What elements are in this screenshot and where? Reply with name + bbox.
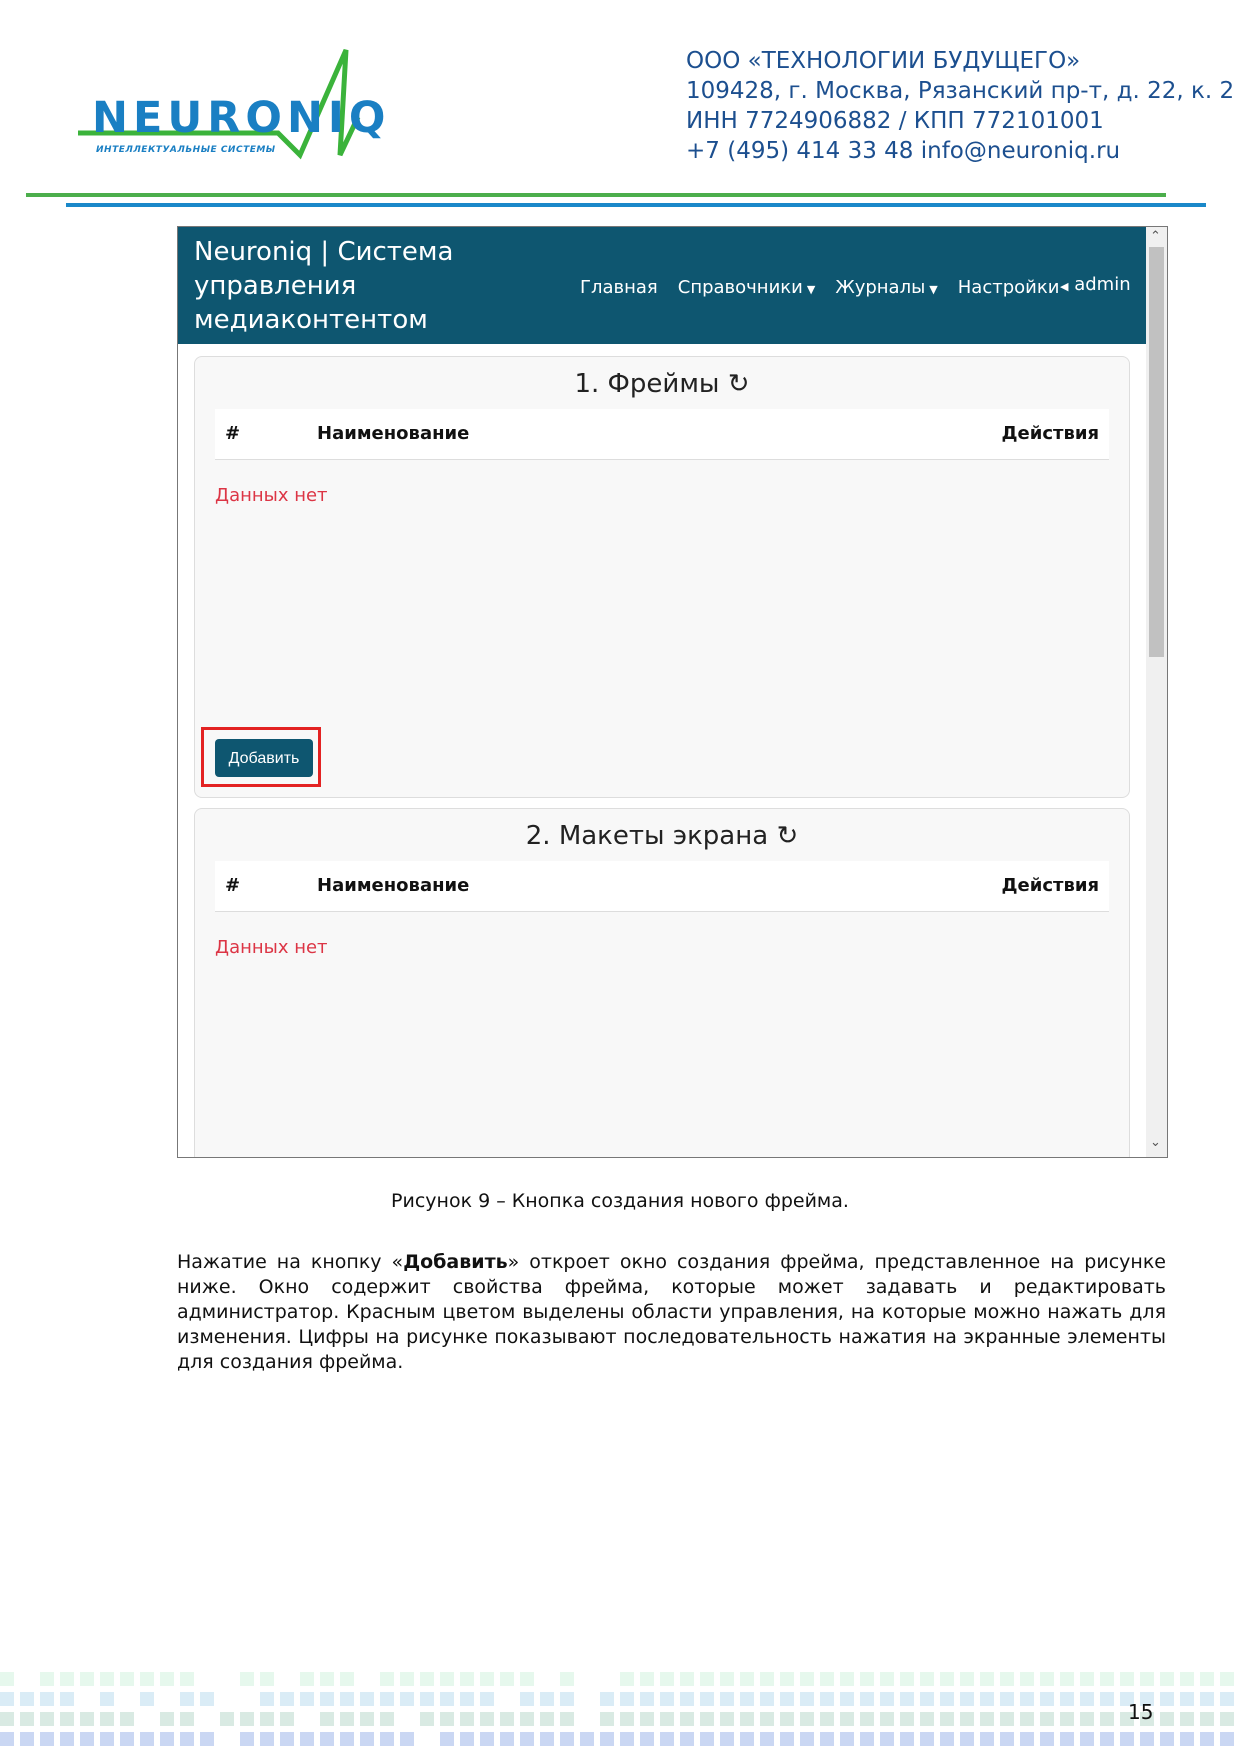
footer-tile xyxy=(1060,1712,1074,1726)
footer-tile xyxy=(60,1712,74,1726)
nav-menu xyxy=(580,277,1059,298)
footer-tile xyxy=(340,1672,354,1686)
col-name: Наименование xyxy=(317,423,470,444)
footer-tile xyxy=(560,1692,574,1706)
footer-tile xyxy=(140,1692,154,1706)
footer-tile xyxy=(720,1712,734,1726)
footer-tile xyxy=(120,1732,134,1746)
caret-down-icon: ▼ xyxy=(929,283,938,296)
footer-tile xyxy=(1040,1672,1054,1686)
brand-line: Neuroniq | Система xyxy=(194,237,454,267)
refresh-icon[interactable]: ↻ xyxy=(727,369,750,399)
footer-tile xyxy=(820,1692,834,1706)
footer-tile xyxy=(560,1712,574,1726)
footer-tile xyxy=(1220,1672,1234,1686)
footer-tile xyxy=(600,1712,614,1726)
footer-tile xyxy=(1100,1672,1114,1686)
footer-tile xyxy=(960,1672,974,1686)
footer-tile xyxy=(960,1692,974,1706)
footer-tile xyxy=(700,1692,714,1706)
footer-tile xyxy=(440,1732,454,1746)
footer-tile xyxy=(260,1672,274,1686)
footer-tile xyxy=(340,1712,354,1726)
layouts-title xyxy=(195,821,1129,851)
footer-tile xyxy=(1040,1692,1054,1706)
footer-tile xyxy=(380,1672,394,1686)
footer-tile xyxy=(1000,1732,1014,1746)
footer-tile xyxy=(1080,1712,1094,1726)
footer-tile xyxy=(1080,1672,1094,1686)
footer-tile xyxy=(1120,1732,1134,1746)
footer-tile xyxy=(320,1712,334,1726)
footer-tile xyxy=(960,1712,974,1726)
footer-tile xyxy=(540,1732,554,1746)
footer-tile xyxy=(100,1692,114,1706)
footer-tile xyxy=(960,1732,974,1746)
footer-tile xyxy=(1100,1692,1114,1706)
footer-tile xyxy=(560,1732,574,1746)
footer-tile xyxy=(0,1732,14,1746)
footer-tile xyxy=(300,1692,314,1706)
footer-tile xyxy=(1120,1672,1134,1686)
footer-tile xyxy=(800,1692,814,1706)
footer-tile xyxy=(1020,1672,1034,1686)
footer-tile xyxy=(980,1692,994,1706)
footer-tile xyxy=(920,1732,934,1746)
company-address: 109428, г. Москва, Рязанский пр-т, д. 22, к. 2 xyxy=(686,78,1235,104)
footer-tile xyxy=(900,1692,914,1706)
footer-tile xyxy=(940,1672,954,1686)
caret-left-icon: ◀ xyxy=(1060,280,1069,293)
footer-tile xyxy=(20,1712,34,1726)
footer-tile xyxy=(760,1732,774,1746)
footer-tile xyxy=(1180,1692,1194,1706)
footer-tile xyxy=(280,1732,294,1746)
footer-tile xyxy=(400,1672,414,1686)
footer-tile xyxy=(300,1672,314,1686)
footer-tile xyxy=(780,1732,794,1746)
para-text: » откроет окно создания фрейма, представленное на рисунке ниже. Окно содержит свойства фрейма, которые может задавать и редактировать администратор. Красным цветом выделены области управления, на которые можно нажать для изменения. Цифры на рисунке показывают последовательность нажатия на экранные элементы для создания фрейма. xyxy=(177,1251,1166,1373)
footer-tile xyxy=(860,1712,874,1726)
footer-tile xyxy=(700,1732,714,1746)
brand-line: медиаконтентом xyxy=(194,305,428,335)
footer-tile xyxy=(640,1712,654,1726)
footer-tile xyxy=(640,1732,654,1746)
footer-tile xyxy=(160,1672,174,1686)
footer-tile xyxy=(360,1732,374,1746)
nav-label: Справочники xyxy=(677,277,803,298)
footer-tile xyxy=(1140,1672,1154,1686)
footer-tile xyxy=(40,1712,54,1726)
footer-tile xyxy=(280,1692,294,1706)
footer-tile xyxy=(0,1712,14,1726)
caret-down-icon: ▼ xyxy=(806,283,816,296)
footer-tile xyxy=(1160,1692,1174,1706)
footer-tile xyxy=(240,1672,254,1686)
footer-tile xyxy=(840,1692,854,1706)
footer-tile xyxy=(640,1692,654,1706)
footer-tile xyxy=(940,1692,954,1706)
footer-tile xyxy=(400,1732,414,1746)
footer-tile xyxy=(740,1692,754,1706)
chevron-down-icon[interactable]: ⌄ xyxy=(1150,1135,1161,1150)
footer-tile xyxy=(1180,1712,1194,1726)
footer-tile xyxy=(180,1692,194,1706)
footer-tile xyxy=(880,1692,894,1706)
nav-label: Настройки xyxy=(957,277,1060,298)
user-name: admin xyxy=(1074,274,1131,295)
footer-tile xyxy=(660,1692,674,1706)
footer-tile xyxy=(720,1672,734,1686)
footer-tile xyxy=(520,1732,534,1746)
footer-tile xyxy=(1040,1732,1054,1746)
section-title-text: 2. Макеты экрана xyxy=(525,821,769,851)
footer-tile xyxy=(700,1672,714,1686)
footer-tile xyxy=(40,1672,54,1686)
footer-tile xyxy=(920,1712,934,1726)
col-hash: # xyxy=(225,423,241,444)
footer-tile xyxy=(1140,1732,1154,1746)
footer-tile xyxy=(600,1692,614,1706)
page-number: 15 xyxy=(1128,1700,1154,1724)
app-brand[interactable] xyxy=(194,235,453,337)
footer-decoration xyxy=(0,1652,1240,1754)
footer-tile xyxy=(820,1732,834,1746)
footer-tile xyxy=(180,1712,194,1726)
footer-tile xyxy=(1060,1692,1074,1706)
footer-tile xyxy=(500,1732,514,1746)
footer-tile xyxy=(160,1732,174,1746)
footer-tile xyxy=(720,1732,734,1746)
add-frame-button[interactable]: Добавить xyxy=(215,739,313,777)
footer-tile xyxy=(20,1692,34,1706)
footer-tile xyxy=(1200,1672,1214,1686)
footer-tile xyxy=(920,1672,934,1686)
footer-tile xyxy=(520,1712,534,1726)
col-actions: Действия xyxy=(1001,423,1099,444)
frames-empty-message: Данных нет xyxy=(215,485,328,506)
footer-tile xyxy=(460,1712,474,1726)
layouts-empty-message: Данных нет xyxy=(215,937,328,958)
footer-tile xyxy=(680,1672,694,1686)
footer-tile xyxy=(620,1712,634,1726)
footer-tile xyxy=(740,1672,754,1686)
footer-tile xyxy=(440,1672,454,1686)
footer-tile xyxy=(980,1732,994,1746)
section-title-text: 1. Фреймы xyxy=(574,369,720,399)
footer-tile xyxy=(500,1712,514,1726)
footer-tile xyxy=(780,1672,794,1686)
footer-tile xyxy=(420,1712,434,1726)
footer-tile xyxy=(640,1672,654,1686)
scrollbar-thumb[interactable] xyxy=(1149,247,1164,657)
footer-tile xyxy=(80,1712,94,1726)
footer-tile xyxy=(1080,1692,1094,1706)
footer-tile xyxy=(440,1712,454,1726)
footer-tile xyxy=(300,1732,314,1746)
footer-tile xyxy=(460,1732,474,1746)
footer-tile xyxy=(560,1672,574,1686)
footer-tile xyxy=(680,1732,694,1746)
footer-tile xyxy=(440,1692,454,1706)
footer-tile xyxy=(760,1712,774,1726)
footer-tile xyxy=(940,1712,954,1726)
footer-tile xyxy=(320,1692,334,1706)
footer-tile xyxy=(320,1672,334,1686)
footer-tile xyxy=(360,1692,374,1706)
footer-tile xyxy=(520,1692,534,1706)
footer-tile xyxy=(660,1732,674,1746)
refresh-icon[interactable]: ↻ xyxy=(776,821,799,851)
footer-tile xyxy=(140,1672,154,1686)
footer-tile xyxy=(800,1712,814,1726)
footer-tile xyxy=(1060,1672,1074,1686)
footer-tile xyxy=(860,1732,874,1746)
footer-tile xyxy=(700,1712,714,1726)
footer-tile xyxy=(480,1732,494,1746)
footer-tile xyxy=(540,1712,554,1726)
footer-tile xyxy=(760,1692,774,1706)
footer-tile xyxy=(200,1692,214,1706)
footer-tile xyxy=(420,1672,434,1686)
footer-tile xyxy=(980,1672,994,1686)
footer-tile xyxy=(660,1672,674,1686)
footer-tile xyxy=(100,1732,114,1746)
footer-tile xyxy=(1200,1712,1214,1726)
footer-tile xyxy=(380,1712,394,1726)
footer-tile xyxy=(1020,1732,1034,1746)
footer-tile xyxy=(360,1712,374,1726)
footer-tile xyxy=(580,1732,594,1746)
footer-tile xyxy=(1180,1732,1194,1746)
footer-tile xyxy=(240,1712,254,1726)
footer-tile xyxy=(600,1732,614,1746)
footer-tile xyxy=(240,1732,254,1746)
footer-tile xyxy=(1040,1712,1054,1726)
footer-tile xyxy=(500,1672,514,1686)
app-navbar xyxy=(178,227,1146,344)
user-menu[interactable] xyxy=(1056,274,1131,295)
footer-tile xyxy=(1220,1712,1234,1726)
footer-tile xyxy=(1100,1732,1114,1746)
footer-tile xyxy=(1160,1712,1174,1726)
app-screenshot xyxy=(177,226,1168,1158)
footer-tile xyxy=(60,1672,74,1686)
company-tax-ids: ИНН 7724906882 / КПП 772101001 xyxy=(686,108,1104,134)
app-content xyxy=(178,344,1146,1157)
footer-tile xyxy=(880,1712,894,1726)
footer-tile xyxy=(1000,1692,1014,1706)
layouts-card xyxy=(194,808,1130,1158)
figure-caption: Рисунок 9 – Кнопка создания нового фрейма. xyxy=(391,1190,849,1212)
footer-tile xyxy=(840,1712,854,1726)
footer-tile xyxy=(380,1692,394,1706)
footer-tile xyxy=(220,1712,234,1726)
footer-tile xyxy=(260,1692,274,1706)
footer-tile xyxy=(1000,1712,1014,1726)
footer-tile xyxy=(940,1732,954,1746)
footer-tile xyxy=(120,1672,134,1686)
footer-tile xyxy=(800,1732,814,1746)
para-text: Нажатие на кнопку « xyxy=(177,1251,404,1273)
nav-item-settings[interactable] xyxy=(958,277,1060,298)
footer-tile xyxy=(20,1732,34,1746)
footer-tile xyxy=(900,1672,914,1686)
frames-card xyxy=(194,356,1130,798)
footer-tile xyxy=(160,1712,174,1726)
footer-tile xyxy=(120,1712,134,1726)
footer-tile xyxy=(1020,1692,1034,1706)
footer-tile xyxy=(520,1672,534,1686)
header-divider-green xyxy=(26,193,1166,197)
footer-tile xyxy=(180,1672,194,1686)
nav-item-directories[interactable] xyxy=(678,277,816,298)
scrollbar[interactable] xyxy=(1146,227,1167,1157)
footer-tile xyxy=(0,1692,14,1706)
footer-tile xyxy=(80,1672,94,1686)
footer-tile xyxy=(340,1692,354,1706)
footer-tile xyxy=(80,1732,94,1746)
footer-tile xyxy=(880,1672,894,1686)
footer-tile xyxy=(1060,1732,1074,1746)
footer-tile xyxy=(1020,1712,1034,1726)
footer-tile xyxy=(460,1672,474,1686)
footer-tile xyxy=(1180,1672,1194,1686)
footer-tile xyxy=(660,1712,674,1726)
chevron-up-icon[interactable]: ⌃ xyxy=(1150,229,1161,244)
footer-tile xyxy=(740,1712,754,1726)
header-divider-blue xyxy=(66,203,1206,207)
footer-tile xyxy=(260,1732,274,1746)
para-bold: Добавить xyxy=(403,1251,508,1273)
footer-tile xyxy=(1100,1712,1114,1726)
footer-tile xyxy=(620,1732,634,1746)
logo-wordmark: NEURONIQ xyxy=(92,93,391,143)
footer-tile xyxy=(460,1692,474,1706)
footer-tile xyxy=(620,1692,634,1706)
footer-tile xyxy=(880,1732,894,1746)
footer-tile xyxy=(400,1692,414,1706)
footer-tile xyxy=(1160,1732,1174,1746)
footer-tile xyxy=(1160,1672,1174,1686)
body-paragraph xyxy=(177,1250,1166,1375)
nav-item-journals[interactable] xyxy=(835,277,937,298)
footer-tile xyxy=(1080,1732,1094,1746)
footer-tile xyxy=(720,1692,734,1706)
frames-table-header xyxy=(215,409,1109,460)
footer-tile xyxy=(800,1672,814,1686)
footer-tile xyxy=(340,1732,354,1746)
col-name: Наименование xyxy=(317,875,470,896)
footer-tile xyxy=(480,1692,494,1706)
footer-tile xyxy=(60,1732,74,1746)
footer-tile xyxy=(900,1712,914,1726)
footer-tile xyxy=(680,1712,694,1726)
footer-tile xyxy=(840,1732,854,1746)
footer-tile xyxy=(620,1672,634,1686)
company-details xyxy=(686,46,1234,166)
footer-tile xyxy=(1220,1692,1234,1706)
footer-tile xyxy=(820,1672,834,1686)
footer-tile xyxy=(820,1712,834,1726)
company-contacts: +7 (495) 414 33 48 info@neuroniq.ru xyxy=(686,138,1121,164)
company-logo xyxy=(78,45,408,165)
footer-tile xyxy=(280,1712,294,1726)
footer-tile xyxy=(900,1732,914,1746)
layouts-table-header xyxy=(215,861,1109,912)
footer-tile xyxy=(1000,1672,1014,1686)
footer-tile xyxy=(780,1712,794,1726)
footer-tile xyxy=(1220,1732,1234,1746)
footer-tile xyxy=(1200,1692,1214,1706)
footer-tile xyxy=(980,1712,994,1726)
footer-tile xyxy=(140,1732,154,1746)
footer-tile xyxy=(40,1732,54,1746)
nav-item-home[interactable] xyxy=(580,277,658,298)
footer-tile xyxy=(920,1692,934,1706)
footer-tile xyxy=(40,1692,54,1706)
footer-tile xyxy=(260,1712,274,1726)
footer-tile xyxy=(760,1672,774,1686)
footer-tile xyxy=(840,1672,854,1686)
footer-tile xyxy=(480,1672,494,1686)
footer-tile xyxy=(380,1732,394,1746)
footer-tile xyxy=(740,1732,754,1746)
footer-tile xyxy=(180,1732,194,1746)
footer-tile xyxy=(420,1692,434,1706)
company-name: ООО «ТЕХНОЛОГИИ БУДУЩЕГО» xyxy=(686,48,1081,74)
col-actions: Действия xyxy=(1001,875,1099,896)
brand-line: управления xyxy=(194,271,357,301)
footer-tile xyxy=(480,1712,494,1726)
footer-tile xyxy=(200,1732,214,1746)
nav-label: Главная xyxy=(580,277,658,298)
frames-title xyxy=(195,369,1129,399)
footer-tile xyxy=(540,1692,554,1706)
footer-tile xyxy=(1200,1732,1214,1746)
footer-tile xyxy=(100,1712,114,1726)
footer-tile xyxy=(100,1672,114,1686)
footer-tile xyxy=(680,1692,694,1706)
footer-tile xyxy=(0,1672,14,1686)
nav-label: Журналы xyxy=(835,277,926,298)
footer-tile xyxy=(860,1672,874,1686)
footer-tile xyxy=(780,1692,794,1706)
footer-tile xyxy=(860,1692,874,1706)
footer-tile xyxy=(320,1732,334,1746)
col-hash: # xyxy=(225,875,241,896)
logo-tagline: ИНТЕЛЛЕКТУАЛЬНЫЕ СИСТЕМЫ xyxy=(96,145,276,155)
footer-tile xyxy=(60,1692,74,1706)
